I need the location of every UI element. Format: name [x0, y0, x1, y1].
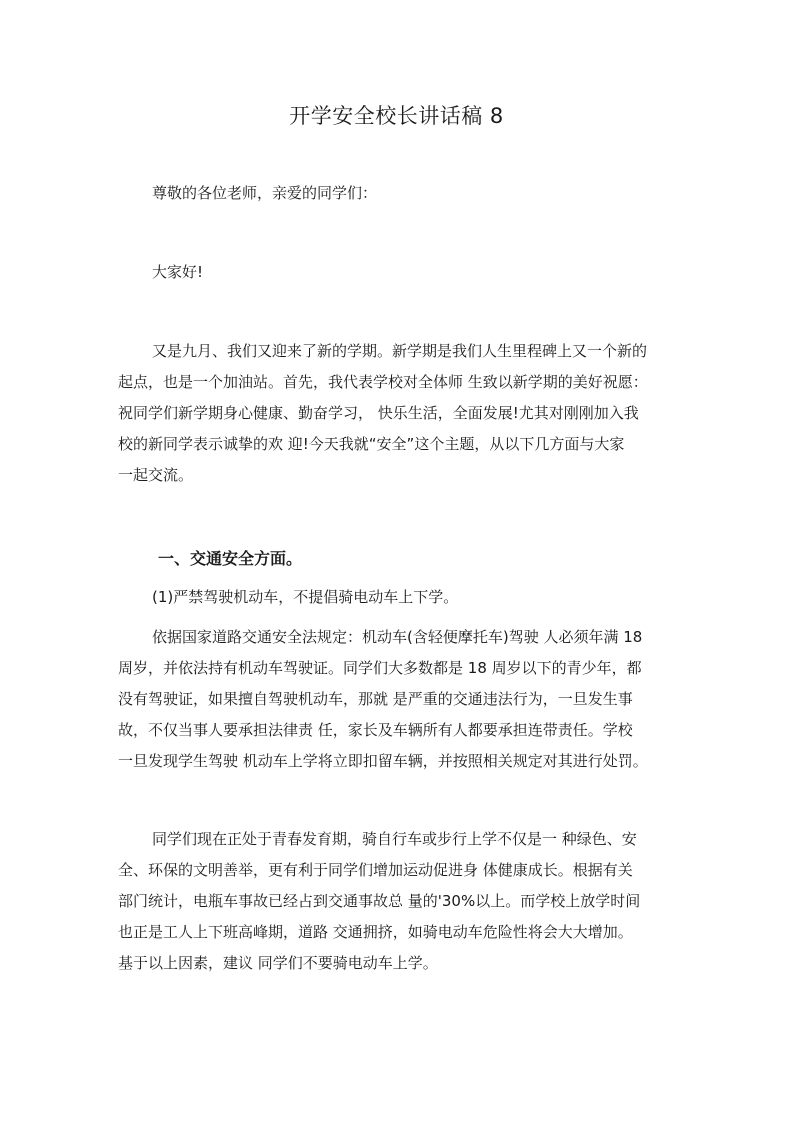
salutation: 尊敬的各位老师，亲爱的同学们：	[152, 184, 378, 202]
intro-line: 校的新同学表示诚挚的欢 迎!今天我就“安全”这个主题，从以下几方面与大家	[118, 435, 625, 453]
intro-line: 祝同学们新学期身心健康、勤奋学习， 快乐生活，全面发展!尤其对刚刚加入我	[118, 404, 639, 422]
intro-line: 又是九月、我们又迎来了新的学期。新学期是我们人生里程碑上又一个新的	[152, 342, 648, 360]
document-title: 开学安全校长讲话稿 8	[289, 104, 504, 128]
paragraph-line: 一旦发现学生驾驶 机动车上学将立即扣留车辆，并按照相关规定对其进行处罚。	[118, 752, 648, 770]
paragraph-line: 基于以上因素，建议 同学们不要骑电动车上学。	[118, 954, 438, 972]
intro-line: 一起交流。	[118, 466, 194, 484]
section-heading: 一、交通安全方面。	[158, 549, 303, 568]
paragraph-line: 也正是工人上下班高峰期，道路 交通拥挤，如骑电动车危险性将会大大增加。	[118, 923, 633, 941]
paragraph-line: 全、环保的文明善举，更有利于同学们增加运动促进身 体健康成长。根据有关	[118, 861, 633, 879]
intro-line: 起点，也是一个加油站。首先，我代表学校对全体师 生致以新学期的美好祝愿：	[118, 373, 648, 391]
paragraph-line: 部门统计，电瓶车事故已经占到交通事故总 量的'30%以上。而学校上放学时间	[118, 892, 641, 910]
paragraph-line: 依据国家道路交通安全法规定：机动车(含轻便摩托车)驾驶 人必须年满 18	[152, 628, 643, 646]
paragraph-line: 同学们现在正处于青春发育期，骑自行车或步行上学不仅是一 种绿色、安	[152, 830, 637, 848]
paragraph-line: 周岁，并依法持有机动车驾驶证。同学们大多数都是 18 周岁以下的青少年，都	[118, 659, 642, 677]
paragraph-line: 故，不仅当事人要承担法律责 任，家长及车辆所有人都要承担连带责任。学校	[118, 721, 633, 739]
paragraph-line: 没有驾驶证，如果擅自驾驶机动车，那就 是严重的交通违法行为，一旦发生事	[118, 690, 633, 708]
list-item: (1)严禁驾驶机动车，不提倡骑电动车上下学。	[152, 588, 459, 606]
greeting: 大家好!	[152, 263, 204, 281]
